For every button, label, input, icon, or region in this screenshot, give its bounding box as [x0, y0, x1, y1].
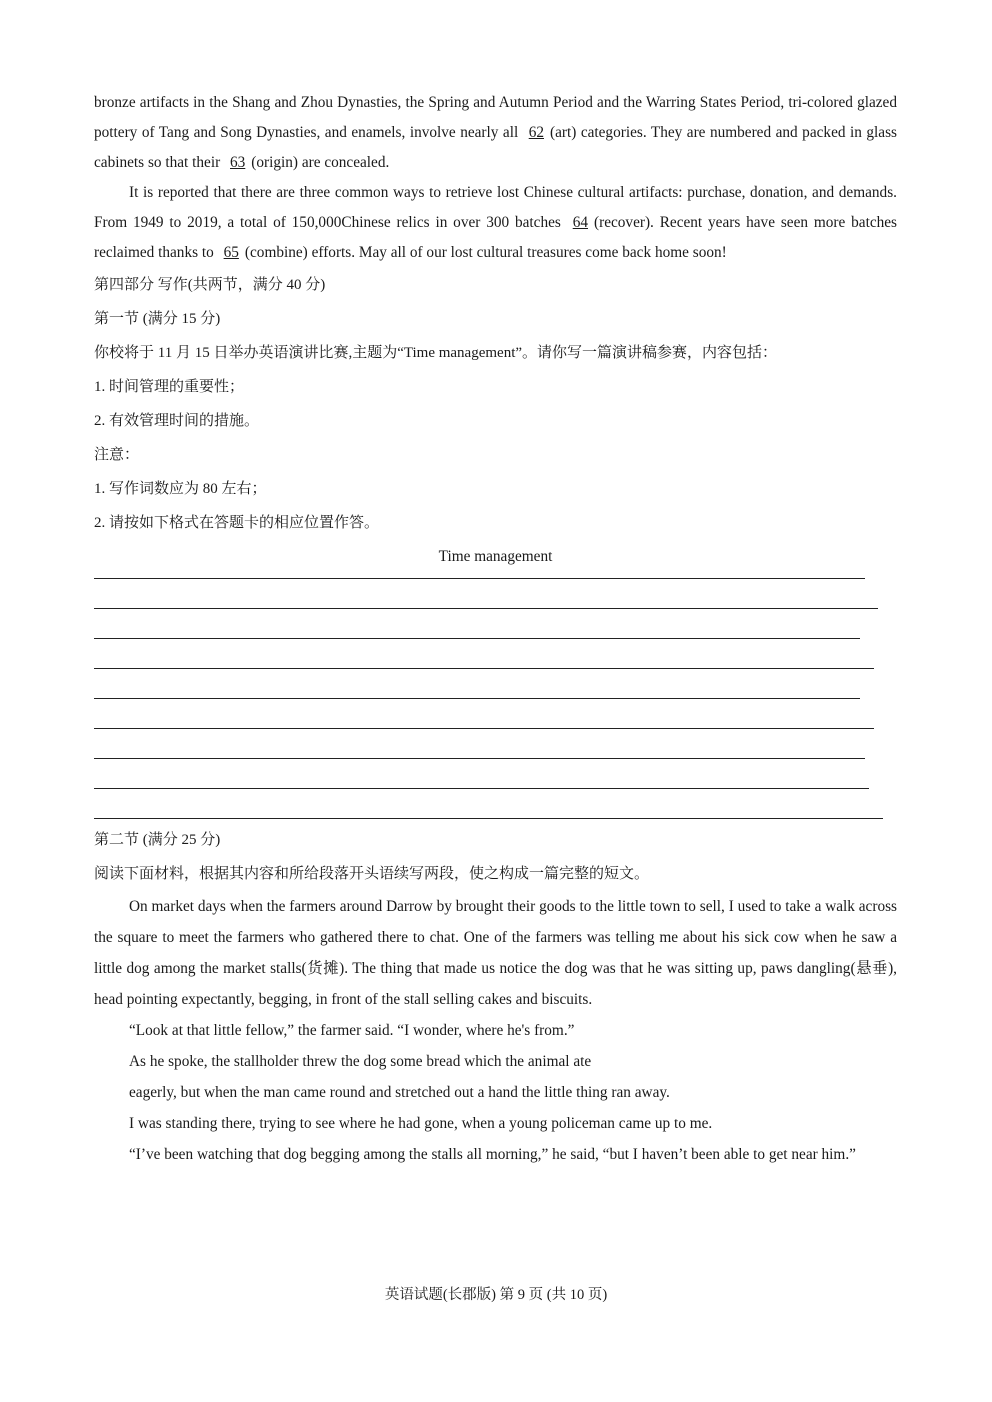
answer-line [94, 609, 860, 639]
blank-62: 62 [528, 124, 544, 141]
answer-line [94, 789, 883, 819]
story-paragraph-4: eagerly, but when the man came round and stretched out a hand the little thing ran away. [129, 1084, 670, 1101]
page-footer: 英语试题(长郡版) 第 9 页 (共 10 页) [384, 1287, 608, 1303]
story-paragraph-1: On market days when the farmers around Darrow by brought their goods to the little town to sell, I used to take a walk across the square to meet the farmers who gathered there to chat. One of the farmers was telling me about his sick cow when he saw a little dog among the market stalls(货摊). The thing that made us notice the dog was that he was sitting up, paws dangling(悬垂), head pointing expectantly, begging, in front of the stall selling cakes and biscuits. [94, 898, 897, 1008]
answer-line [94, 639, 874, 669]
section2-prompt: 阅读下面材料，根据其内容和所给段落开头语续写两段，使之构成一篇完整的短文。 [94, 866, 650, 882]
answer-line [94, 579, 878, 609]
story-paragraph-2: “Look at that little fellow,” the farmer said. “I wonder, where he's from.” [129, 1022, 575, 1039]
passage-paragraph-2: It is reported that there are three common ways to retrieve lost Chinese cultural artifacts: purchase, donation, and demands. From 1949 to 2019, a total of 150,000Chinese relics in over 300 batches 64 (recover). Recent years have seen more batches reclaimed thanks to 65 (combine) efforts. May all of our lost cultural treasures come back home soon! [94, 178, 897, 268]
blank-63: 63 [230, 154, 246, 171]
passage-paragraph-1: bronze artifacts in the Shang and Zhou Dynasties, the Spring and Autumn Period and the Warring States Period, tri-colored glazed pottery of Tang and Song Dynasties, and enamels, involve nearly all 62 (art) categories. They are numbered and packed in glass cabinets so that their 63 (origin) are concealed. [94, 88, 897, 178]
answer-line [94, 729, 865, 759]
note-2: 2. 请按如下格式在答题卡的相应位置作答。 [94, 515, 380, 531]
note-1: 1. 写作词数应为 80 左右； [94, 481, 267, 497]
story-paragraph-5: I was standing there, trying to see where he had gone, when a young policeman came up to me. [129, 1115, 713, 1132]
essay-title: Time management [438, 548, 553, 565]
answer-line [94, 699, 874, 729]
section2-heading: 第二节 (满分 25 分) [94, 832, 221, 848]
part4-heading: 第四部分 写作(共两节，满分 40 分) [94, 277, 326, 293]
writing-prompt: 你校将于 11 月 15 日举办英语演讲比赛,主题为“Time management”。请你写一篇演讲稿参赛，内容包括： [94, 345, 778, 361]
exam-page [94, 88, 897, 1170]
blank-65: 65 [223, 244, 239, 261]
note-label: 注意： [94, 447, 140, 463]
content-item-1: 1. 时间管理的重要性； [94, 379, 245, 395]
answer-line [94, 759, 869, 789]
content-item-2: 2. 有效管理时间的措施。 [94, 413, 260, 429]
story-paragraph-6: “I’ve been watching that dog begging among the stalls all morning,” he said, “but I haven’t been able to get near him.” [129, 1146, 856, 1163]
blank-64: 64 [572, 214, 588, 231]
answer-line [94, 669, 860, 699]
story-paragraph-3: As he spoke, the stallholder threw the dog some bread which the animal ate [129, 1053, 592, 1070]
section1-heading: 第一节 (满分 15 分) [94, 311, 221, 327]
answer-lines [94, 574, 897, 819]
